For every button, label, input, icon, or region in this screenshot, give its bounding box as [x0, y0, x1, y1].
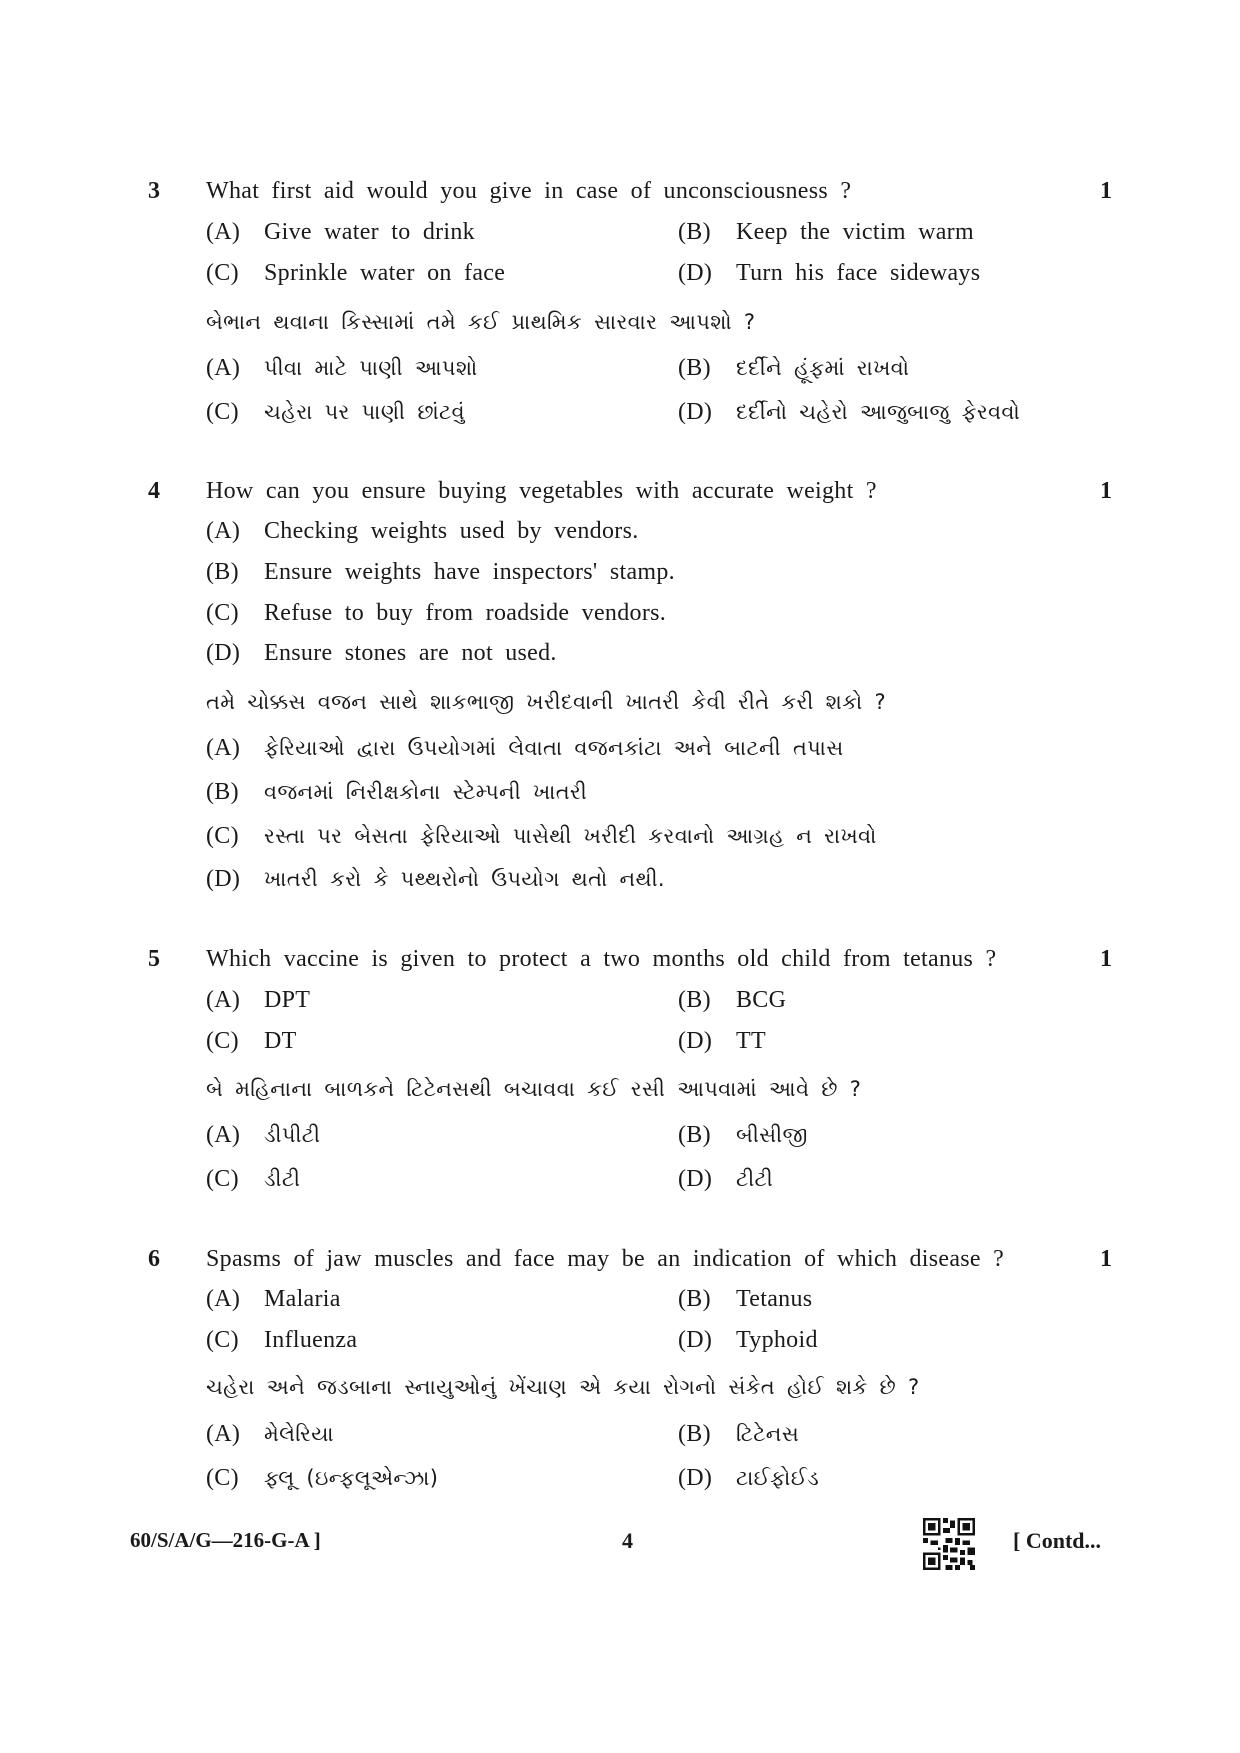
option-a-gujarati: (A) મેલેરિયા — [206, 1421, 334, 1447]
option-a-english: (A) Malaria — [206, 1286, 341, 1312]
question-number: 6 — [148, 1246, 160, 1272]
question-text-gujarati: તમે ચોક્કસ વજન સાથે શાકભાજી ખરીદવાની ખાતરી કેવી રીતે કરી શકો ? — [206, 690, 886, 714]
option-b-english: (B) BCG — [678, 987, 787, 1013]
option-c-gujarati: (C) ફ્લૂ (ઇન્ફલૂએન્ઝા) — [206, 1465, 439, 1491]
option-c-english: (C) DT — [206, 1028, 297, 1054]
option-d-english: (D) TT — [678, 1028, 766, 1054]
option-d-english: (D) Typhoid — [678, 1327, 818, 1353]
option-c-english: (C) Influenza — [206, 1327, 358, 1353]
option-c-gujarati: (C) ડીટી — [206, 1166, 301, 1192]
page-footer — [0, 1528, 1240, 1568]
question-text-english: What first aid would you give in case of unconsciousness ? — [206, 178, 852, 204]
question-text-english: Which vaccine is given to protect a two months old child from tetanus ? — [206, 946, 997, 972]
option-c-gujarati: (C) રસ્તા પર બેસતા ફેરિયાઓ પાસેથી ખરીદી કરવાનો આગ્રહ ન રાખવો — [206, 823, 877, 849]
option-d-gujarati: (D) ખાતરી કરો કે પથ્થરોનો ઉપયોગ થતો નથી. — [206, 866, 665, 892]
option-b-gujarati: (B) ટિટેનસ — [678, 1421, 800, 1447]
option-a-gujarati: (A) પીવા માટે પાણી આપશો — [206, 355, 478, 381]
option-d-gujarati: (D) દર્દીનો ચહેરો આજુબાજુ ફેરવવો — [678, 399, 1021, 425]
option-d-english: (D) Ensure stones are not used. — [206, 640, 557, 666]
option-b-gujarati: (B) દર્દીને હૂંફમાં રાખવો — [678, 355, 910, 381]
option-b-english: (B) Tetanus — [678, 1286, 813, 1312]
option-b-english: (B) Keep the victim warm — [678, 219, 974, 245]
option-d-gujarati: (D) ટાઈફોઈડ — [678, 1465, 820, 1491]
question-text-english: How can you ensure buying vegetables with accurate weight ? — [206, 478, 877, 504]
question-text-gujarati: ચહેરા અને જડબાના સ્નાયુઓનું ખેંચાણ એ કયા રોગનો સંકેત હોઈ શકે છે ? — [206, 1375, 920, 1399]
question-text-english: Spasms of jaw muscles and face may be an indication of which disease ? — [206, 1246, 1005, 1272]
option-b-gujarati: (B) બીસીજી — [678, 1122, 808, 1148]
question-marks: 1 — [1100, 478, 1112, 504]
question-marks: 1 — [1100, 946, 1112, 972]
paper-code: 60/S/A/G—216-G-A ] — [130, 1528, 321, 1552]
page-number: 4 — [622, 1528, 633, 1553]
option-a-english: (A) DPT — [206, 987, 311, 1013]
option-a-english: (A) Give water to drink — [206, 219, 475, 245]
option-d-english: (D) Turn his face sideways — [678, 260, 981, 286]
question-marks: 1 — [1100, 178, 1112, 204]
option-c-english: (C) Refuse to buy from roadside vendors. — [206, 600, 667, 626]
option-c-english: (C) Sprinkle water on face — [206, 260, 506, 286]
question-number: 3 — [148, 178, 160, 204]
option-a-english: (A) Checking weights used by vendors. — [206, 518, 639, 544]
question-number: 5 — [148, 946, 160, 972]
option-d-gujarati: (D) ટીટી — [678, 1166, 774, 1192]
question-marks: 1 — [1100, 1246, 1112, 1272]
option-a-gujarati: (A) ફેરિયાઓ દ્વારા ઉપયોગમાં લેવાતા વજનકાંટા અને બાટની તપાસ — [206, 735, 844, 761]
option-b-gujarati: (B) વજનમાં નિરીક્ષકોના સ્ટેમ્પની ખાતરી — [206, 779, 588, 805]
question-text-gujarati: બે મહિનાના બાળકને ટિટેનસથી બચાવવા કઈ રસી આપવામાં આવે છે ? — [206, 1077, 862, 1101]
option-a-gujarati: (A) ડીપીટી — [206, 1122, 321, 1148]
option-b-english: (B) Ensure weights have inspectors' stamp. — [206, 559, 675, 585]
question-text-gujarati: બેભાન થવાના કિસ્સામાં તમે કઈ પ્રાથમિક સારવાર આપશો ? — [206, 310, 756, 334]
continued-label: [ Contd... — [1013, 1528, 1102, 1553]
question-number: 4 — [148, 478, 160, 504]
option-c-gujarati: (C) ચહેરા પર પાણી છાંટવું — [206, 399, 465, 425]
qr-code-icon — [923, 1518, 975, 1570]
